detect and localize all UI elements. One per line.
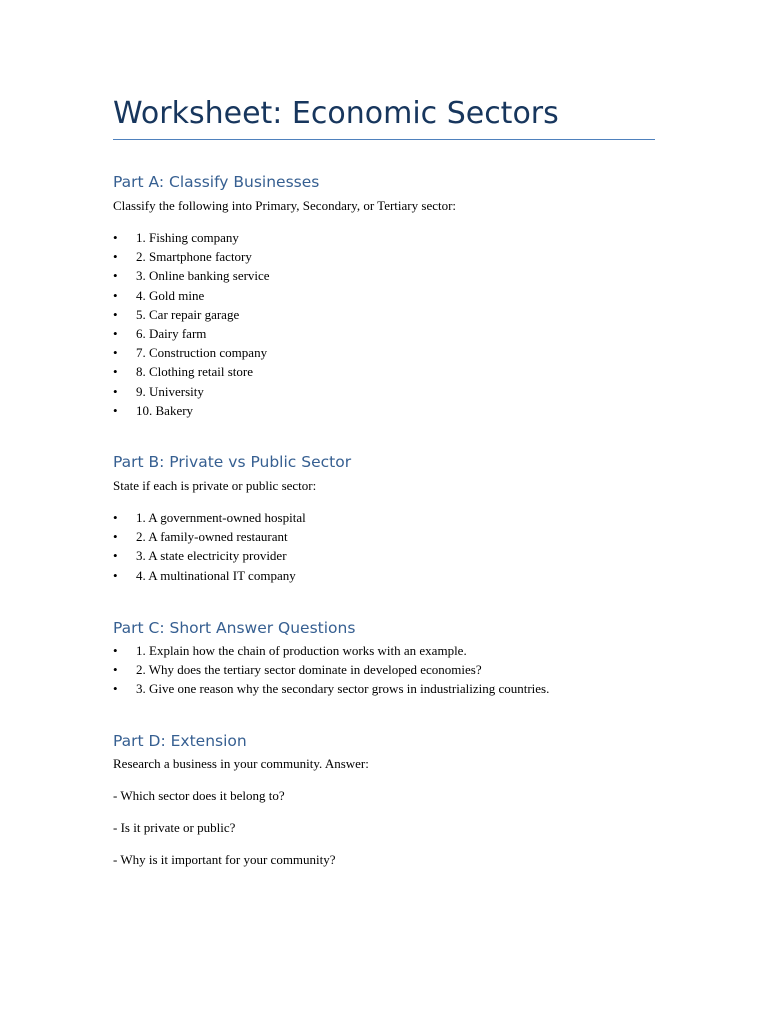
part-d-question: - Which sector does it belong to?	[113, 788, 285, 803]
part-d-heading: Part D: Extension	[113, 732, 247, 750]
bullet-icon: •	[113, 567, 118, 583]
part-b-heading: Part B: Private vs Public Sector	[113, 453, 352, 471]
bullet-icon: •	[113, 230, 118, 245]
page-title: Worksheet: Economic Sectors	[113, 96, 559, 131]
bullet-icon: •	[113, 249, 118, 265]
list-item: • 9. University	[113, 382, 270, 401]
list-item: • 3. Online banking service	[113, 266, 270, 285]
list-item: • 1. A government-owned hospital	[113, 508, 306, 527]
bullet-icon: •	[113, 643, 118, 658]
list-item: • 6. Dairy farm	[113, 324, 270, 343]
bullet-icon: •	[113, 383, 118, 399]
bullet-icon: •	[113, 287, 118, 303]
part-d-question: - Why is it important for your community?	[113, 852, 336, 867]
list-item: • 1. Explain how the chain of production works with an example.	[113, 641, 549, 660]
part-a-list	[113, 228, 270, 420]
bullet-icon: •	[113, 548, 118, 564]
part-c-heading: Part C: Short Answer Questions	[113, 619, 356, 637]
list-item: • 2. A family-owned restaurant	[113, 527, 306, 546]
bullet-icon: •	[113, 510, 118, 525]
list-item: • 7. Construction company	[113, 343, 270, 362]
part-c-list	[113, 641, 549, 699]
list-item: • 10. Bakery	[113, 401, 270, 420]
bullet-icon: •	[113, 681, 118, 697]
list-item: • 1. Fishing company	[113, 228, 270, 247]
part-d-question: - Is it private or public?	[113, 820, 236, 835]
list-item: • 2. Smartphone factory	[113, 247, 270, 266]
bullet-icon: •	[113, 325, 118, 341]
bullet-icon: •	[113, 364, 118, 380]
list-item: • 8. Clothing retail store	[113, 362, 270, 381]
title-underline	[113, 139, 655, 140]
list-item: • 4. A multinational IT company	[113, 566, 306, 585]
bullet-icon: •	[113, 306, 118, 322]
bullet-icon: •	[113, 529, 118, 545]
list-item: • 2. Why does the tertiary sector dominate in developed economies?	[113, 660, 549, 679]
list-item: • 3. Give one reason why the secondary sector grows in industrializing countries.	[113, 679, 549, 698]
bullet-icon: •	[113, 662, 118, 678]
part-d-instruction: Research a business in your community. Answer:	[113, 756, 369, 771]
bullet-icon: •	[113, 402, 118, 418]
part-a-heading: Part A: Classify Businesses	[113, 173, 320, 191]
list-item: • 3. A state electricity provider	[113, 546, 306, 565]
part-a-instruction: Classify the following into Primary, Secondary, or Tertiary sector:	[113, 198, 457, 213]
part-b-list	[113, 508, 306, 585]
part-b-instruction: State if each is private or public sector:	[113, 478, 317, 493]
bullet-icon: •	[113, 345, 118, 361]
list-item: • 4. Gold mine	[113, 286, 270, 305]
list-item: • 5. Car repair garage	[113, 305, 270, 324]
bullet-icon: •	[113, 268, 118, 284]
